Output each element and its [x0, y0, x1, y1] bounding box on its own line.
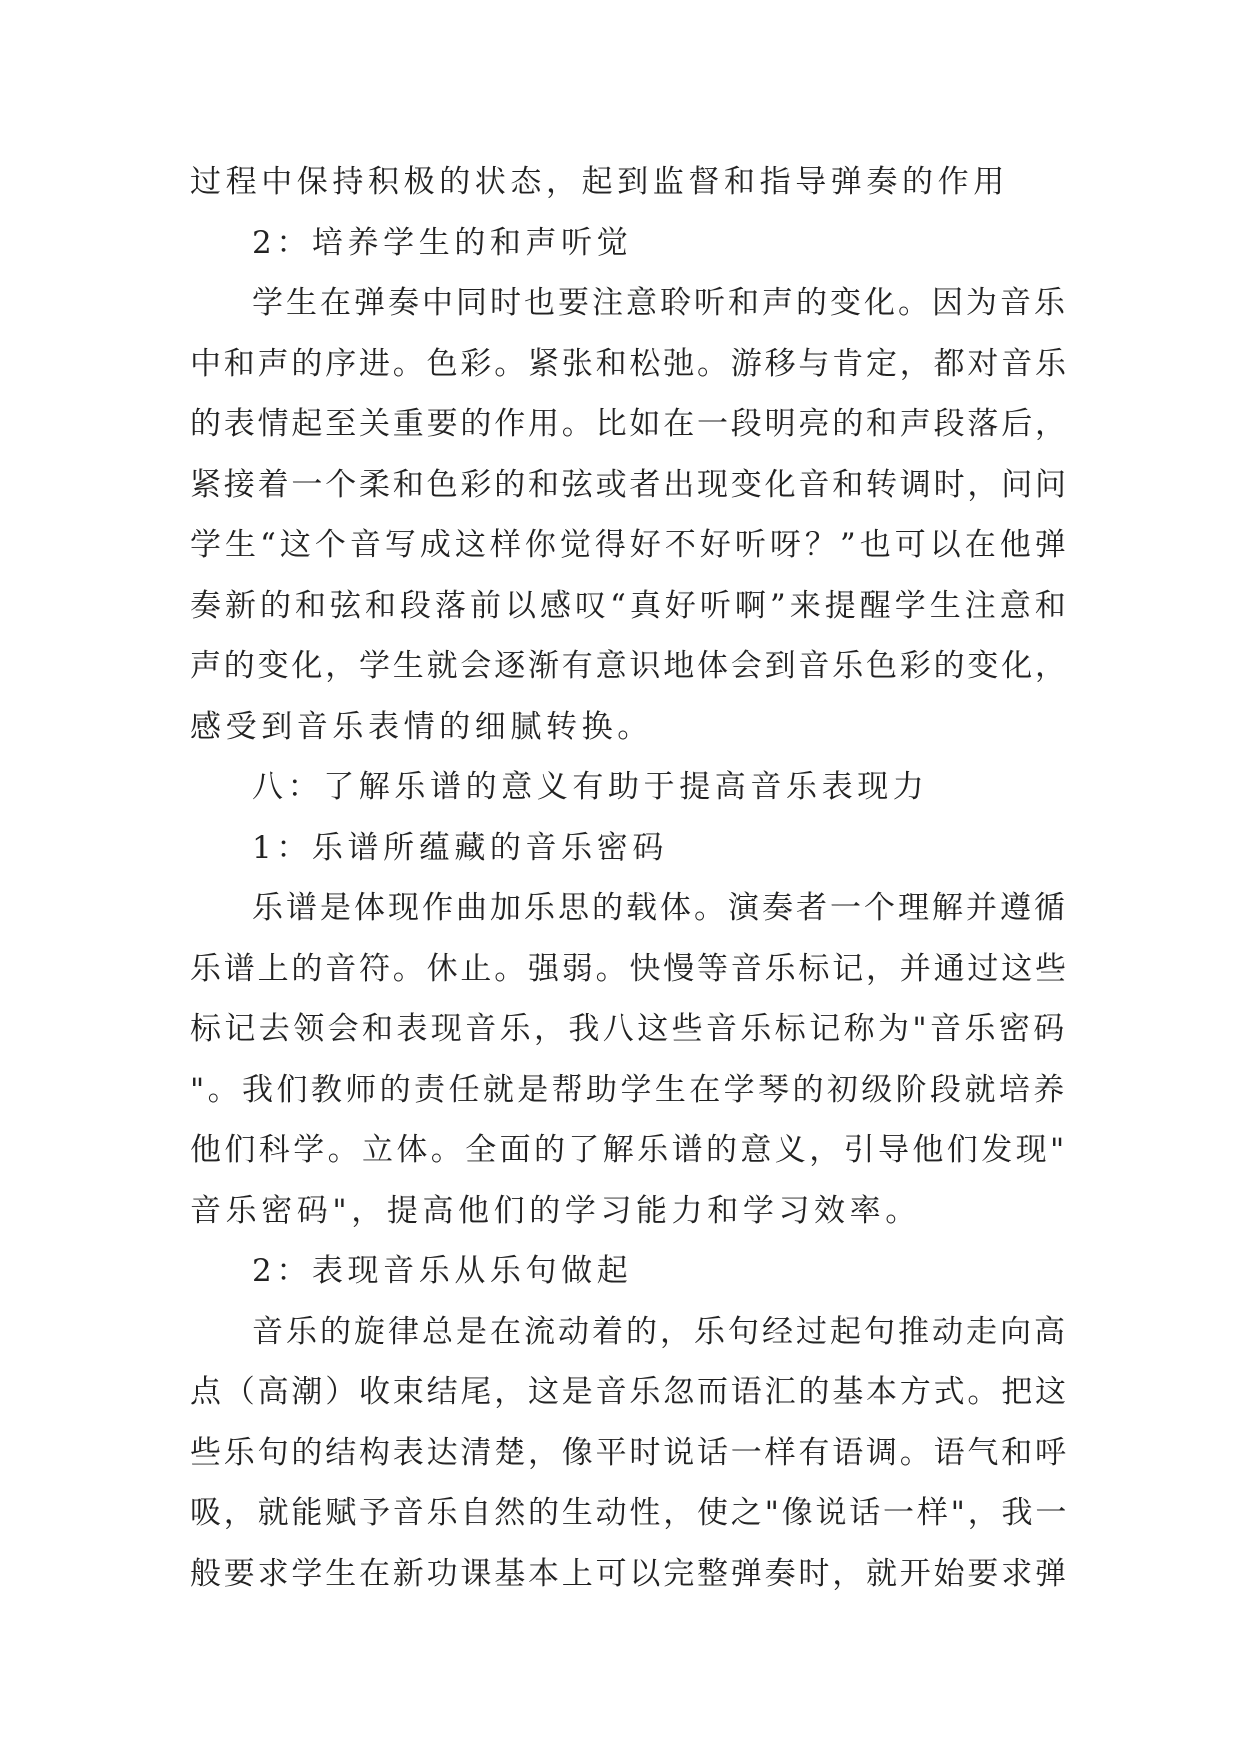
text-line: 般要求学生在新功课基本上可以完整弹奏时，就开始要求弹 [190, 1555, 1069, 1592]
text-line: 声的变化，学生就会逐渐有意识地体会到音乐色彩的变化， [190, 648, 1069, 684]
text-line: 1：乐谱所蕴藏的音乐密码 [252, 829, 668, 866]
text-line: 些乐句的结构表达清楚，像平时说话一样有语调。语气和呼 [190, 1434, 1069, 1471]
text-line: 音乐密码"，提高他们的学习能力和学习效率。 [190, 1192, 921, 1229]
text-line: 乐谱上的音符。休止。强弱。快慢等音乐标记，并通过这些 [190, 950, 1069, 987]
text-line: 的表情起至关重要的作用。比如在一段明亮的和声段落后， [190, 406, 1069, 442]
text-line: "。我们教师的责任就是帮助学生在学琴的初级阶段就培养 [190, 1071, 1068, 1108]
text-line: 点（高潮）收束结尾，这是音乐忽而语汇的基本方式。把这 [190, 1374, 1069, 1410]
text-line: 感受到音乐表情的细腻转换。 [190, 708, 653, 745]
text-line: 乐谱是体现作曲加乐思的载体。演奏者一个理解并遵循 [252, 890, 1068, 926]
text-line: 2：培养学生的和声听觉 [252, 224, 633, 261]
body-text [190, 152, 1070, 1604]
text-line: 吸，就能赋予音乐自然的生动性，使之"像说话一样"，我一 [190, 1495, 1070, 1531]
text-line: 2：表现音乐从乐句做起 [252, 1253, 633, 1289]
text-line: 紧接着一个柔和色彩的和弦或者出现变化音和转调时，问问 [190, 466, 1069, 503]
text-line: 过程中保持积极的状态，起到监督和指导弹奏的作用 [190, 164, 1009, 200]
text-line: 八：了解乐谱的意义有助于提高音乐表现力 [252, 769, 929, 805]
text-line: 他们科学。立体。全面的了解乐谱的意义，引导他们发现" [190, 1132, 1068, 1168]
text-line: 音乐的旋律总是在流动着的，乐句经过起句推动走向高 [252, 1313, 1068, 1350]
text-line: 奏新的和弦和段落前以感叹“真好听啊”来提醒学生注意和 [190, 587, 1070, 624]
text-line: 中和声的序进。色彩。紧张和松弛。游移与肯定，都对音乐 [190, 345, 1069, 382]
text-line: 标记去领会和表现音乐，我八这些音乐标记称为"音乐密码 [190, 1011, 1068, 1047]
text-line: 学生在弹奏中同时也要注意聆听和声的变化。因为音乐 [252, 285, 1068, 321]
text-line: 学生“这个音写成这样你觉得好不好听呀？”也可以在他弹 [190, 527, 1070, 563]
